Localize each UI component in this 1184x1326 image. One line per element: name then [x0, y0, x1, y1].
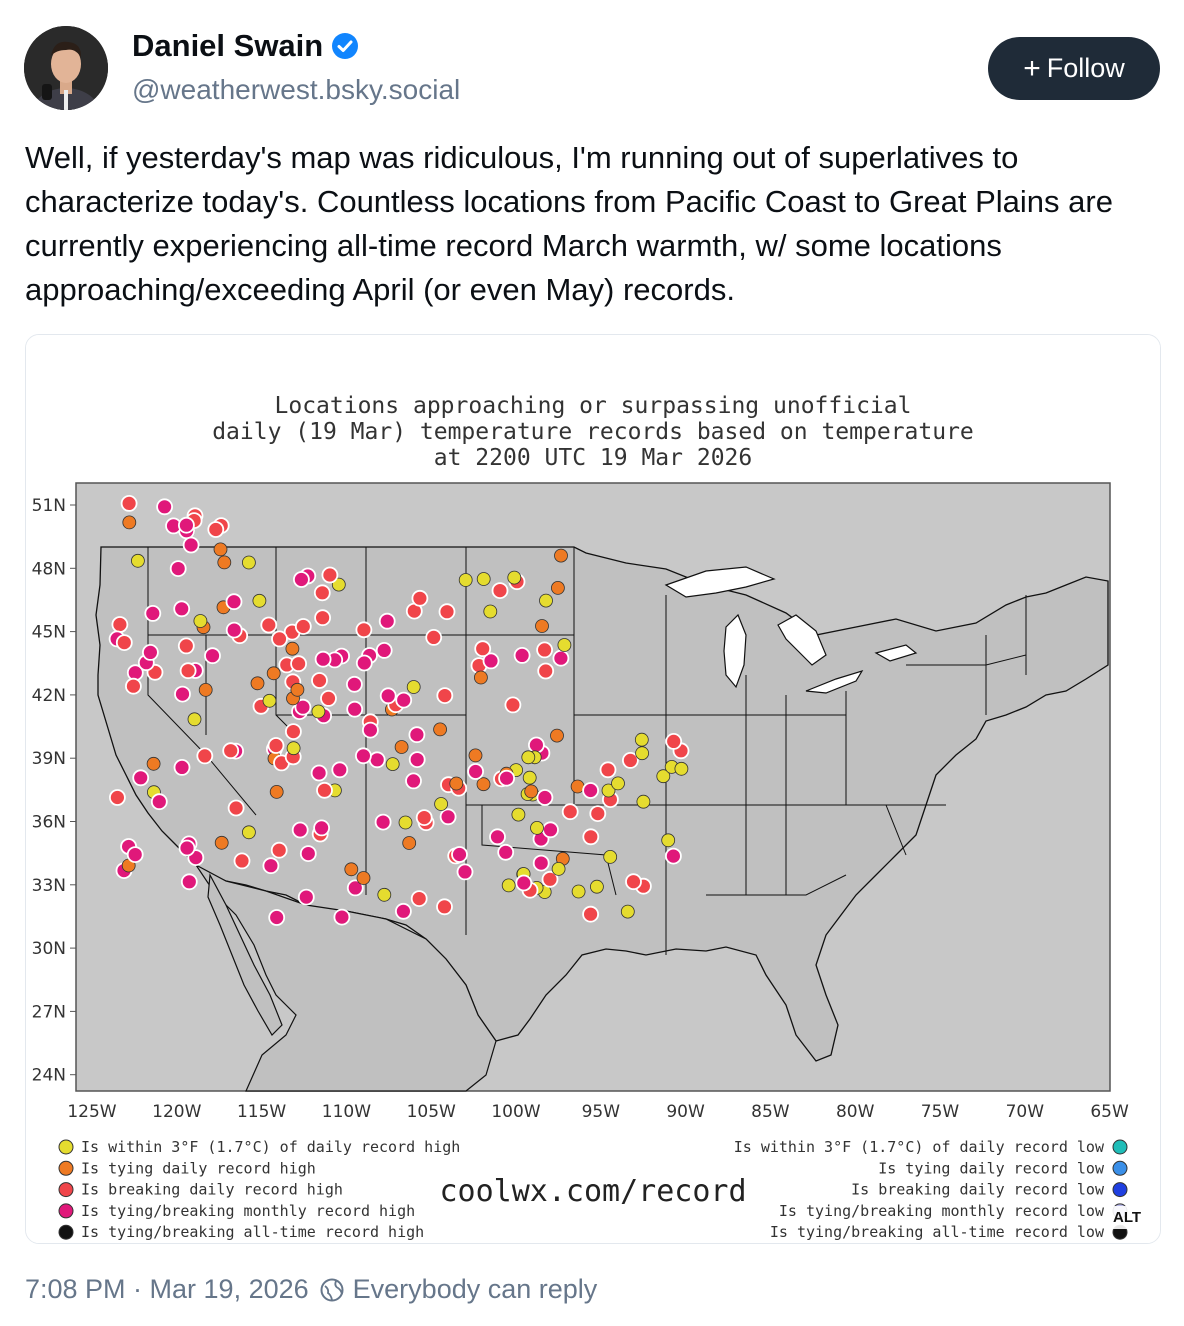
record-station-dot	[538, 664, 553, 679]
reply-setting-label: Everybody can reply	[352, 1274, 598, 1304]
record-station-dot	[537, 790, 552, 805]
lon-label: 90W	[666, 1102, 705, 1122]
record-station-dot	[474, 671, 487, 684]
record-station-dot	[194, 615, 207, 628]
record-station-dot	[403, 837, 416, 850]
record-station-dot	[214, 543, 227, 556]
record-station-dot	[440, 604, 455, 619]
record-station-dot	[143, 645, 158, 660]
legend-label: Is tying/breaking all-time record high	[81, 1223, 425, 1242]
record-station-dot	[552, 862, 565, 875]
record-station-dot	[291, 656, 306, 671]
record-station-dot	[261, 618, 276, 633]
record-station-dot	[498, 845, 513, 860]
record-station-dot	[356, 622, 371, 637]
record-station-dot	[490, 829, 505, 844]
lon-label: 70W	[1005, 1102, 1045, 1122]
record-station-dot	[516, 876, 531, 891]
record-station-dot	[171, 561, 186, 576]
record-station-dot	[377, 643, 392, 658]
record-station-dot	[272, 631, 287, 646]
record-station-dot	[197, 748, 212, 763]
record-station-dot	[505, 697, 520, 712]
lat-label: 33N	[31, 875, 66, 896]
record-station-dot	[523, 771, 536, 784]
record-station-dot	[376, 815, 391, 830]
record-station-dot	[126, 679, 141, 694]
author-avatar[interactable]	[24, 26, 108, 110]
lon-label: 120W	[152, 1102, 202, 1122]
record-station-dot	[469, 749, 482, 762]
record-map	[26, 335, 1160, 1243]
record-station-dot	[434, 723, 447, 736]
record-station-dot	[269, 738, 284, 753]
record-station-dot	[537, 642, 552, 657]
legend-label: Is within 3°F (1.7°C) of daily record low	[733, 1138, 1104, 1156]
record-station-dot	[179, 638, 194, 653]
record-station-dot	[666, 849, 681, 864]
record-station-dot	[218, 556, 231, 569]
record-station-dot	[110, 790, 125, 805]
map-title-line-3: at 2200 UTC 19 Mar 2026	[433, 445, 753, 471]
record-station-dot	[157, 499, 172, 514]
record-station-dot	[380, 614, 395, 629]
record-station-dot	[534, 856, 549, 871]
record-station-dot	[312, 766, 327, 781]
lon-label: 115W	[236, 1102, 287, 1122]
record-station-dot	[175, 687, 190, 702]
record-station-dot	[263, 694, 276, 707]
record-station-dot	[437, 688, 452, 703]
legend-marker	[59, 1183, 73, 1197]
lat-label: 36N	[31, 812, 66, 833]
legend-marker	[1113, 1140, 1127, 1154]
legend-label: Is breaking daily record low	[851, 1180, 1104, 1199]
record-station-dot	[452, 847, 467, 862]
legend-marker	[1113, 1183, 1127, 1197]
follow-button[interactable]	[988, 37, 1160, 100]
record-station-dot	[612, 777, 625, 790]
record-station-dot	[583, 783, 598, 798]
record-station-dot	[395, 741, 408, 754]
record-station-dot	[477, 778, 490, 791]
record-station-dot	[502, 879, 515, 892]
record-station-dot	[296, 619, 311, 634]
record-station-dot	[563, 804, 578, 819]
record-station-dot	[493, 583, 508, 598]
record-station-dot	[227, 623, 242, 638]
record-station-dot	[347, 677, 362, 692]
record-station-dot	[378, 888, 391, 901]
legend-label: Is tying daily record low	[878, 1159, 1104, 1178]
record-station-dot	[409, 727, 424, 742]
record-station-dot	[267, 667, 280, 680]
legend-label: Is tying daily record high	[81, 1159, 316, 1178]
record-station-dot	[475, 641, 490, 656]
record-station-dot	[437, 899, 452, 914]
record-station-dot	[321, 691, 336, 706]
legend-marker	[59, 1204, 73, 1218]
lon-label: 80W	[835, 1102, 875, 1122]
record-station-dot	[301, 846, 316, 861]
record-station-dot	[555, 549, 568, 562]
record-station-dot	[332, 762, 347, 777]
record-station-dot	[293, 823, 308, 838]
author-name-text[interactable]: Daniel Swain	[132, 28, 324, 63]
record-station-dot	[316, 652, 331, 667]
avatar-photo	[24, 26, 108, 110]
map-title-line-2: daily (19 Mar) temperature records based on temperature	[212, 419, 974, 445]
alt-text-badge[interactable]: ALT	[1106, 1206, 1148, 1229]
record-station-dot	[174, 601, 189, 616]
record-station-dot	[251, 677, 264, 690]
legend-label: Is tying/breaking monthly record low	[778, 1201, 1104, 1220]
record-station-dot	[590, 880, 603, 893]
record-station-dot	[435, 798, 448, 811]
record-station-dot	[122, 496, 137, 511]
post-footer	[25, 1274, 597, 1305]
record-station-dot	[317, 783, 332, 798]
record-station-dot	[180, 841, 195, 856]
record-station-dot	[291, 683, 304, 696]
plus-icon: +	[1023, 51, 1041, 85]
record-station-dot	[315, 610, 330, 625]
record-station-dot	[147, 757, 160, 770]
record-station-dot	[583, 829, 598, 844]
legend-label: Is tying/breaking monthly record high	[81, 1201, 416, 1220]
lon-label: 65W	[1090, 1102, 1129, 1122]
record-station-dot	[450, 777, 463, 790]
record-station-dot	[322, 568, 337, 583]
legend-label: Is tying/breaking all-time record low	[769, 1223, 1104, 1242]
record-station-dot	[477, 573, 490, 586]
record-station-dot	[112, 617, 127, 632]
legend-label: Is within 3°F (1.7°C) of daily record high	[81, 1138, 461, 1156]
record-station-dot	[181, 663, 196, 678]
record-station-dot	[381, 688, 396, 703]
record-station-dot	[484, 605, 497, 618]
lon-label: 110W	[321, 1102, 372, 1122]
record-station-dot	[543, 822, 558, 837]
record-station-dot	[441, 809, 456, 824]
record-station-dot	[499, 771, 514, 786]
record-station-dot	[286, 642, 299, 655]
verified-badge-icon	[331, 32, 359, 60]
record-station-dot	[286, 724, 301, 739]
lon-label: 105W	[406, 1102, 456, 1122]
record-station-dot	[529, 738, 544, 753]
record-station-dot	[357, 872, 370, 885]
legend-label: Is breaking daily record high	[81, 1180, 343, 1199]
record-station-dot	[294, 572, 309, 587]
record-station-dot	[515, 648, 530, 663]
record-station-dot	[272, 843, 287, 858]
lon-label: 100W	[491, 1102, 541, 1122]
record-station-dot	[363, 723, 378, 738]
record-station-dot	[522, 751, 535, 764]
map-watermark: coolwx.com/record	[439, 1174, 747, 1209]
record-station-dot	[604, 850, 617, 863]
legend-marker	[59, 1161, 73, 1175]
record-station-dot	[128, 847, 143, 862]
record-station-dot	[315, 585, 330, 600]
record-station-dot	[370, 752, 385, 767]
legend-marker	[1113, 1161, 1127, 1175]
lat-label: 27N	[31, 1002, 66, 1023]
record-station-dot	[199, 683, 212, 696]
lat-label: 51N	[31, 496, 66, 516]
record-station-dot	[621, 905, 634, 918]
record-station-dot	[635, 733, 648, 746]
record-station-dot	[590, 806, 605, 821]
lat-label: 39N	[31, 749, 66, 770]
record-station-dot	[583, 907, 598, 922]
legend-marker	[59, 1225, 73, 1239]
legend-marker	[59, 1140, 73, 1154]
record-station-dot	[263, 858, 278, 873]
record-station-dot	[345, 863, 358, 876]
record-station-dot	[525, 785, 538, 798]
lon-label: 75W	[920, 1102, 960, 1122]
record-station-dot	[299, 890, 314, 905]
record-station-dot	[531, 821, 544, 834]
record-station-dot	[188, 713, 201, 726]
post-timestamp[interactable]: 7:08 PM · Mar 19, 2026	[25, 1274, 309, 1304]
record-station-dot	[412, 891, 427, 906]
record-station-dot	[540, 594, 553, 607]
record-station-dot	[357, 656, 372, 671]
record-station-dot	[410, 752, 425, 767]
record-station-dot	[133, 770, 148, 785]
record-station-dot	[270, 785, 283, 798]
record-station-dot	[396, 693, 411, 708]
post-text: Well, if yesterday's map was ridiculous, I'm running out of superlatives to characterize today's. Countless locations from Pacific Coast to Great Plains are currently experiencing all-time record March warmth, w/ some locations approaching/exceeding April (or even May) records.	[25, 140, 1113, 307]
record-station-dot	[407, 681, 420, 694]
record-station-dot	[227, 594, 242, 609]
record-station-dot	[223, 743, 238, 758]
lat-label: 30N	[31, 939, 66, 960]
record-station-dot	[637, 795, 650, 808]
record-station-dot	[572, 885, 585, 898]
record-station-dot	[551, 729, 564, 742]
lon-label: 125W	[67, 1102, 117, 1122]
record-station-dot	[208, 522, 223, 537]
record-station-dot	[312, 705, 325, 718]
record-station-dot	[253, 594, 266, 607]
post-image[interactable]	[25, 334, 1161, 1244]
record-station-dot	[536, 620, 549, 633]
record-station-dot	[512, 808, 525, 821]
record-station-dot	[229, 801, 244, 816]
record-station-dot	[636, 747, 649, 760]
lon-label: 95W	[581, 1102, 621, 1122]
lat-label: 48N	[31, 559, 66, 580]
record-station-dot	[175, 760, 190, 775]
record-station-dot	[662, 834, 675, 847]
record-station-dot	[426, 630, 441, 645]
record-station-dot	[235, 853, 250, 868]
record-station-dot	[145, 606, 160, 621]
record-station-dot	[215, 836, 228, 849]
record-station-dot	[468, 764, 483, 779]
record-station-dot	[179, 518, 194, 533]
reply-setting[interactable]	[319, 1274, 598, 1305]
record-station-dot	[553, 651, 568, 666]
lat-label: 45N	[31, 622, 66, 643]
record-station-dot	[458, 864, 473, 879]
record-station-dot	[571, 780, 584, 793]
lat-label: 24N	[31, 1065, 66, 1086]
globe-reply-icon	[319, 1277, 345, 1303]
record-station-dot	[312, 673, 327, 688]
record-station-dot	[269, 910, 284, 925]
author-handle[interactable]: @weatherwest.bsky.social	[132, 74, 461, 105]
author-name[interactable]	[132, 28, 359, 64]
record-station-dot	[152, 794, 167, 809]
record-station-dot	[242, 556, 255, 569]
record-station-dot	[347, 702, 362, 717]
record-station-dot	[314, 820, 329, 835]
record-station-dot	[417, 810, 432, 825]
record-station-dot	[412, 591, 427, 606]
record-station-dot	[399, 816, 412, 829]
lon-label: 85W	[751, 1102, 790, 1122]
record-station-dot	[508, 571, 521, 584]
record-station-dot	[626, 874, 641, 889]
record-station-dot	[551, 581, 564, 594]
record-station-dot	[386, 758, 399, 771]
record-station-dot	[205, 648, 220, 663]
record-station-dot	[558, 639, 571, 652]
record-station-dot	[356, 748, 371, 763]
record-station-dot	[242, 826, 255, 839]
record-station-dot	[406, 773, 421, 788]
map-title-line-1: Locations approaching or surpassing unofficial	[274, 393, 912, 419]
record-station-dot	[123, 516, 136, 529]
record-station-dot	[396, 904, 411, 919]
record-station-dot	[184, 538, 199, 553]
record-station-dot	[334, 910, 349, 925]
record-station-dot	[675, 762, 688, 775]
record-station-dot	[117, 635, 132, 650]
record-station-dot	[131, 554, 144, 567]
record-station-dot	[459, 574, 472, 587]
follow-button-label: Follow	[1046, 53, 1125, 83]
record-station-dot	[182, 874, 197, 889]
record-station-dot	[287, 742, 300, 755]
lat-label: 42N	[31, 685, 66, 706]
record-station-dot	[601, 762, 616, 777]
record-station-dot	[666, 734, 681, 749]
